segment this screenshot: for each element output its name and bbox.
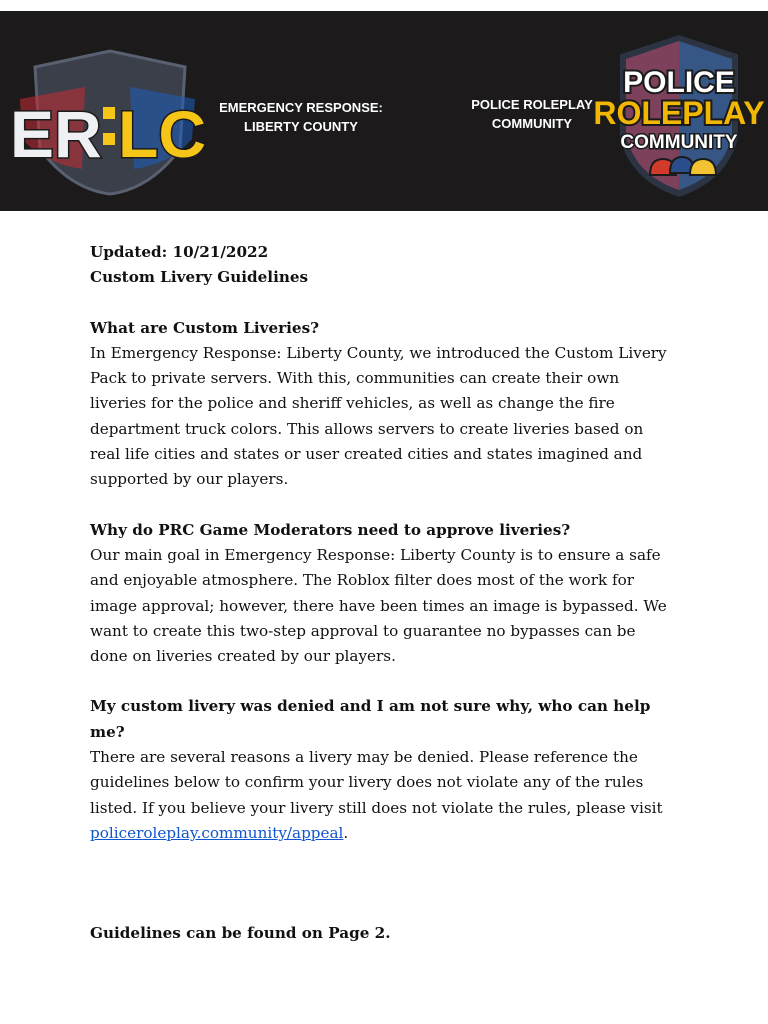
prc-logo-police: POLICE (623, 66, 735, 99)
paragraph-line: department truck colors. This allows servers to create liveries based on (90, 419, 644, 438)
paragraph-line: Pack to private servers. With this, communities can create their own (90, 369, 620, 388)
document-body (90, 240, 690, 947)
paragraph-line: done on liveries created by our players. (90, 647, 396, 666)
section-heading: What are Custom Liveries? (90, 318, 320, 337)
section-denied-help (90, 694, 690, 846)
erlc-title-line2: LIBERTY COUNTY (244, 119, 358, 134)
appeal-link-suffix: . (343, 823, 349, 842)
paragraph-line: real life cities and states or user created cities and states imagined and (90, 445, 643, 464)
erlc-title-line1: EMERGENCY RESPONSE: (219, 100, 383, 115)
page-top-margin (0, 0, 768, 11)
section-why-approve (90, 518, 690, 670)
prc-logo-roleplay: ROLEPLAY (593, 95, 765, 131)
paragraph-line: want to create this two-step approval to guarantee no bypasses can be (90, 621, 636, 640)
paragraph-line: Our main goal in Emergency Response: Liberty County is to ensure a safe (90, 545, 661, 564)
prc-title-line1: POLICE ROLEPLAY (471, 97, 593, 112)
paragraph-line: There are several reasons a livery may be denied. Please reference the (90, 748, 638, 767)
erlc-logo-lc: LC (118, 97, 206, 171)
paragraph-line: supported by our players. (90, 470, 289, 489)
prc-title (468, 95, 596, 133)
section-heading: Why do PRC Game Moderators need to approve liveries? (90, 520, 571, 539)
paragraph-line: image approval; however, there have been times an image is bypassed. We (90, 596, 667, 615)
paragraph-line: and enjoyable atmosphere. The Roblox filter does most of the work for (90, 571, 635, 590)
footer-note: Guidelines can be found on Page 2. (90, 924, 391, 943)
section-heading: My custom livery was denied and I am not sure why, who can help me? (90, 697, 651, 741)
paragraph-line: guidelines below to confirm your livery does not violate any of the rules (90, 773, 644, 792)
hard-hat-icon (690, 159, 716, 175)
prc-title-line2: COMMUNITY (491, 116, 573, 131)
prc-logo-community: COMMUNITY (620, 132, 738, 153)
header-banner (0, 11, 768, 211)
appeal-line (90, 821, 690, 846)
document-title: Custom Livery Guidelines (90, 268, 309, 287)
paragraph-line: In Emergency Response: Liberty County, we introduced the Custom Livery (90, 343, 667, 362)
paragraph-line: liveries for the police and sheriff vehicles, as well as change the fire (90, 394, 615, 413)
paragraph-line: listed. If you believe your livery still does not violate the rules, please visit (90, 798, 663, 817)
prc-badge-logo (590, 27, 768, 205)
updated-date: Updated: 10/21/2022 (90, 243, 269, 261)
erlc-title (216, 98, 386, 136)
erlc-logo-er: ER (10, 97, 102, 171)
appeal-link[interactable]: policeroleplay.community/appeal (90, 823, 344, 842)
erlc-logo (0, 29, 215, 199)
erlc-logo-colon (103, 107, 115, 119)
section-what-are-liveries (90, 316, 690, 493)
